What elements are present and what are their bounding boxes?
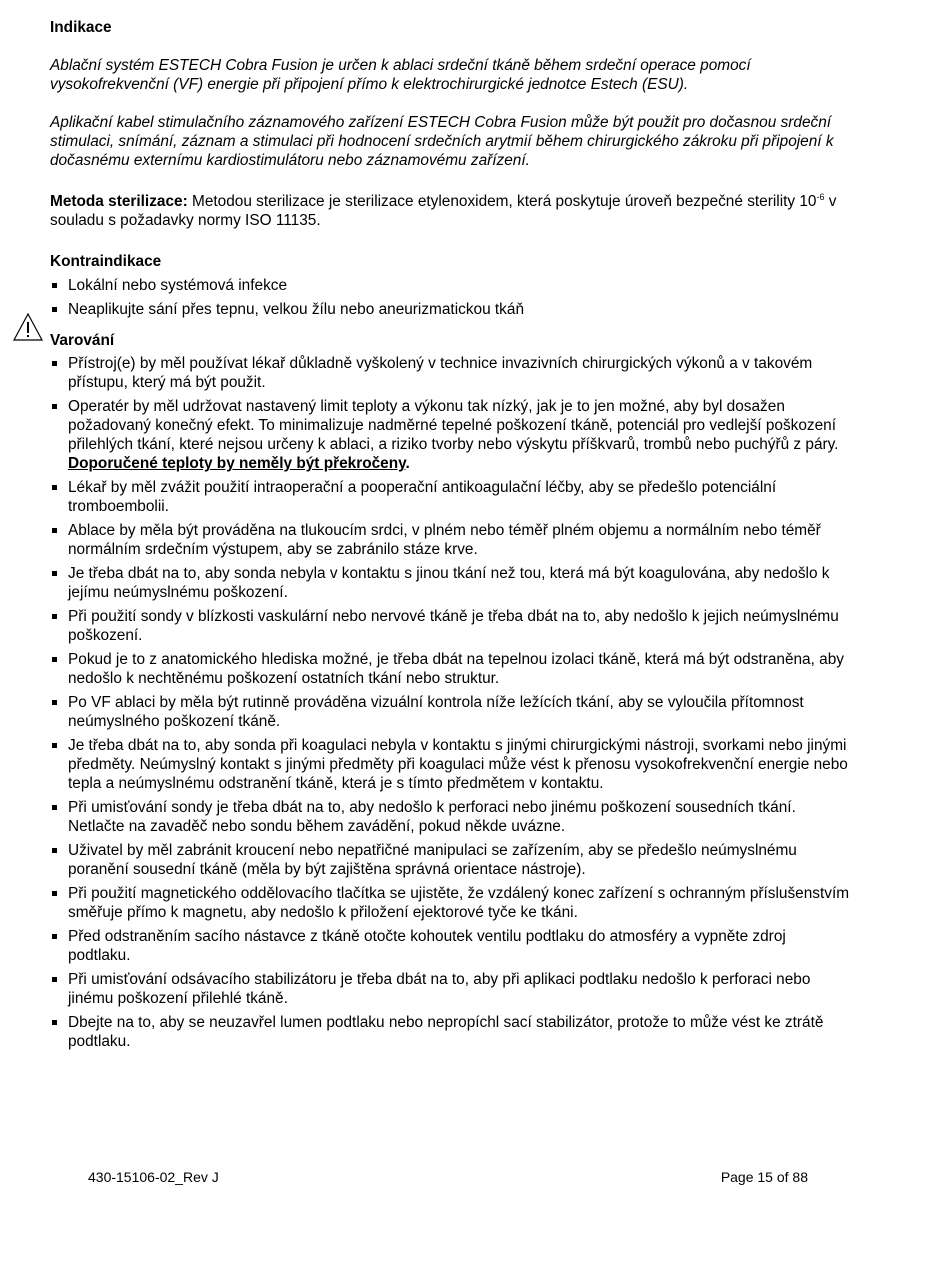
document-id: 430-15106-02_Rev J (88, 1169, 219, 1185)
sterilization-text-end: v souladu s požadavky normy ISO 11135. (50, 193, 837, 229)
list-item: Lékař by měl zvážit použití intraoperační a pooperační antikoagulační léčby, aby se předešlo potenciální tromboembolii. (50, 478, 850, 516)
list-item: Přístroj(e) by měl používat lékař důkladně vyškolený v technice invazivních chirurgických výkonů a v takovém přístupu, který má být použit. (50, 354, 850, 392)
list-item (50, 397, 850, 473)
warnings-section-header (50, 331, 850, 350)
list-item: Při umisťování odsávacího stabilizátoru je třeba dbát na to, aby při aplikaci podtlaku nedošlo k perforaci nebo jinému poškození přilehlé tkáně. (50, 970, 850, 1008)
warning-emphasis: Doporučené teploty by neměly být překročeny (68, 455, 406, 472)
list-item: Lokální nebo systémová infekce (50, 276, 850, 295)
warning-text: Operatér by měl udržovat nastavený limit teploty a výkonu tak nízký, jak je to jen možné, aby byl dosažen požadovaný konečný efekt. To minimalizuje nadměrné tepelné poškození tkáně, potenciál pro vedlejší poškození přilehlých tkání, které nejsou určeny k ablaci, a riziko tvorby nebo výskytu příškvarů, trombů nebo puchýřů z páry. (68, 398, 839, 453)
list-item: Dbejte na to, aby se neuzavřel lumen podtlaku nebo nepropíchl sací stabilizátor, protože to může vést ke ztrátě podtlaku. (50, 1013, 850, 1051)
sterilization-text: Metodou sterilizace je sterilizace etylenoxidem, která poskytuje úroveň bezpečné sterility 10 (187, 193, 817, 210)
page-number: Page 15 of 88 (720, 1169, 808, 1185)
indications-paragraph-1: Ablační systém ESTECH Cobra Fusion je určen k ablaci srdeční tkáně během srdeční operace pomocí vysokofrekvenční (VF) energie při připojení přímo k elektrochirurgické jednotce Estech (ESU). (50, 57, 751, 93)
list-item: Je třeba dbát na to, aby sonda při koagulaci nebyla v kontaktu s jinými chirurgickými nástroji, svorkami nebo jinými předměty. Neúmyslný kontakt s jinými předměty při koagulaci může vést k přenosu vysokofrekvenční energie nebo tepla a neúmyslnému odstranění tkáně, která je s tímto předmětem v kontaktu. (50, 736, 850, 793)
sterilization-label: Metoda sterilizace: (50, 193, 188, 210)
contraindications-heading: Kontraindikace (50, 253, 162, 270)
list-item: Uživatel by měl zabránit kroucení nebo nepatřičné manipulaci se zařízením, aby se předešlo neúmyslnému poranění sousední tkáně (měla by být zajištěna správná orientace nástroje). (50, 841, 850, 879)
warnings-list (50, 354, 850, 1051)
list-item: Při použití magnetického oddělovacího tlačítka se ujistěte, že vzdálený konec zařízení s ochranným příslušenstvím směřuje přímo k magnetu, aby nedošlo k přiložení ejektorové tyče ke tkáni. (50, 884, 850, 922)
list-item: Před odstraněním sacího nástavce z tkáně otočte kohoutek ventilu podtlaku do atmosféry a vypněte zdroj podtlaku. (50, 927, 850, 965)
page-footer (88, 1168, 808, 1187)
list-item: Ablace by měla být prováděna na tlukoucím srdci, v plném nebo téměř plném objemu a normálním nebo téměř normálním srdečním výstupem, aby se zabránilo stáze krve. (50, 521, 850, 559)
contraindications-list (50, 276, 850, 319)
sterility-exponent: -6 (816, 191, 825, 202)
warning-triangle-icon (12, 312, 44, 342)
indications-heading: Indikace (50, 19, 112, 36)
list-item: Při umisťování sondy je třeba dbát na to, aby nedošlo k perforaci nebo jinému poškození sousedních tkání. Netlačte na zavaděč nebo sondu během zavádění, pokud někde uvázne. (50, 798, 850, 836)
warning-period: . (405, 455, 410, 472)
indications-paragraph-2: Aplikační kabel stimulačního záznamového zařízení ESTECH Cobra Fusion může být použit pro dočasnou srdeční stimulaci, snímání, záznam a stimulaci při hodnocení srdečních arytmií během chirurgického zákroku při připojení k dočasnému externímu kardiostimulátoru nebo záznamovému zařízení. (50, 114, 834, 169)
list-item: Po VF ablaci by měla být rutinně prováděna vizuální kontrola níže ležících tkání, aby se vyloučila přítomnost neúmyslného poškození tkáně. (50, 693, 850, 731)
sterilization-paragraph (50, 192, 850, 230)
list-item: Je třeba dbát na to, aby sonda nebyla v kontaktu s jinou tkání než tou, která má být koagulována, aby nedošlo k jejímu neúmyslnému poškození. (50, 564, 850, 602)
list-item: Neaplikujte sání přes tepnu, velkou žílu nebo aneurizmatickou tkáň (50, 300, 850, 319)
warnings-heading: Varování (50, 332, 115, 349)
document-page (50, 18, 850, 1056)
list-item: Pokud je to z anatomického hlediska možné, je třeba dbát na tepelnou izolaci tkáně, která má být odstraněna, aby nedošlo k nechtěnému poškození ostatních tkání nebo struktur. (50, 650, 850, 688)
list-item: Při použití sondy v blízkosti vaskulární nebo nervové tkáně je třeba dbát na to, aby nedošlo k jejich neúmyslnému poškození. (50, 607, 850, 645)
